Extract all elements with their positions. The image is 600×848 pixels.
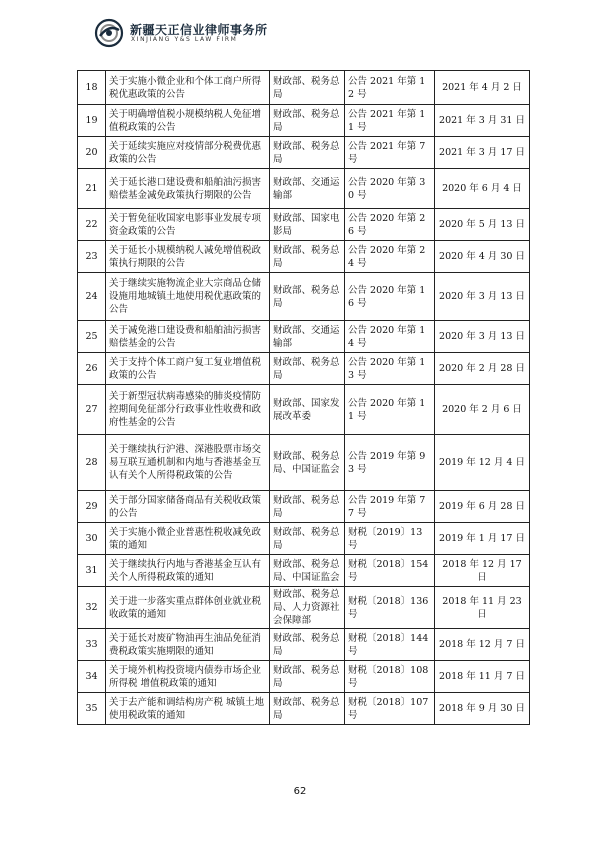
row-title: 关于延长对废矿物油再生油品免征消费税政策实施期限的通知 — [106, 629, 270, 661]
row-date: 2021 年 4 月 2 日 — [435, 71, 530, 105]
row-doc-number: 公告 2021 年第 11 号 — [345, 105, 435, 137]
table-row — [78, 629, 530, 661]
row-doc-number: 财税〔2018〕108 号 — [345, 661, 435, 693]
row-issuer: 财政部、税务总局 — [270, 629, 345, 661]
row-number: 31 — [78, 555, 106, 587]
row-title: 关于减免港口建设费和船舶油污损害赔偿基金的公告 — [106, 321, 270, 353]
row-title: 关于支持个体工商户复工复业增值税政策的公告 — [106, 353, 270, 385]
row-issuer: 财政部、税务总局、中国证监会 — [270, 435, 345, 491]
row-doc-number: 公告 2019 年第 93 号 — [345, 435, 435, 491]
row-doc-number: 公告 2021 年第 12 号 — [345, 71, 435, 105]
row-date: 2020 年 3 月 13 日 — [435, 321, 530, 353]
row-date: 2019 年 12 月 4 日 — [435, 435, 530, 491]
row-number: 27 — [78, 385, 106, 435]
row-title: 关于实施小微企业和个体工商户所得税优惠政策的公告 — [106, 71, 270, 105]
firm-name-cn: 新疆天正信业律师事务所 — [130, 23, 268, 37]
row-date: 2019 年 1 月 17 日 — [435, 523, 530, 555]
row-number: 30 — [78, 523, 106, 555]
row-doc-number: 财税〔2019〕13 号 — [345, 523, 435, 555]
row-issuer: 财政部、税务总局 — [270, 661, 345, 693]
row-title: 关于进一步落实重点群体创业就业税收政策的通知 — [106, 587, 270, 629]
table-row — [78, 209, 530, 241]
row-issuer: 财政部、税务总局 — [270, 491, 345, 523]
table-row — [78, 241, 530, 273]
row-number: 32 — [78, 587, 106, 629]
row-issuer: 财政部、税务总局 — [270, 353, 345, 385]
row-date: 2018 年 12 月 17 日 — [435, 555, 530, 587]
table-row — [78, 385, 530, 435]
row-doc-number: 公告 2020 年第 26 号 — [345, 209, 435, 241]
row-number: 34 — [78, 661, 106, 693]
row-date: 2020 年 2 月 28 日 — [435, 353, 530, 385]
row-title: 关于去产能和调结构房产税 城镇土地使用税政策的通知 — [106, 693, 270, 725]
row-title: 关于延续实施应对疫情部分税费优惠政策的公告 — [106, 137, 270, 169]
row-title: 关于继续执行内地与香港基金互认有关个人所得税政策的通知 — [106, 555, 270, 587]
row-title: 关于明确增值税小规模纳税人免征增值税政策的公告 — [106, 105, 270, 137]
page-number: 62 — [293, 786, 307, 797]
row-doc-number: 公告 2021 年第 7 号 — [345, 137, 435, 169]
row-date: 2020 年 5 月 13 日 — [435, 209, 530, 241]
row-date: 2020 年 6 月 4 日 — [435, 169, 530, 209]
row-doc-number: 财税〔2018〕154 号 — [345, 555, 435, 587]
row-number: 33 — [78, 629, 106, 661]
table-row — [78, 169, 530, 209]
table-row — [78, 71, 530, 105]
row-title: 关于延长港口建设费和船舶油污损害赔偿基金减免政策执行期限的公告 — [106, 169, 270, 209]
row-date: 2018 年 12 月 7 日 — [435, 629, 530, 661]
table-row — [78, 555, 530, 587]
row-number: 18 — [78, 71, 106, 105]
row-issuer: 财政部、交通运输部 — [270, 169, 345, 209]
row-date: 2018 年 11 月 7 日 — [435, 661, 530, 693]
page-header — [94, 18, 394, 50]
row-number: 20 — [78, 137, 106, 169]
row-issuer: 财政部、税务总局、人力资源社会保障部 — [270, 587, 345, 629]
row-number: 19 — [78, 105, 106, 137]
row-doc-number: 公告 2020 年第 30 号 — [345, 169, 435, 209]
row-doc-number: 公告 2020 年第 16 号 — [345, 273, 435, 321]
row-date: 2020 年 3 月 13 日 — [435, 273, 530, 321]
table-row — [78, 523, 530, 555]
row-title: 关于继续执行沪港、深港股票市场交易互联互通机制和内地与香港基金互认有关个人所得税政策的公告 — [106, 435, 270, 491]
row-number: 22 — [78, 209, 106, 241]
row-doc-number: 公告 2020 年第 13 号 — [345, 353, 435, 385]
row-issuer: 财政部、交通运输部 — [270, 321, 345, 353]
table-row — [78, 321, 530, 353]
row-issuer: 财政部、税务总局 — [270, 523, 345, 555]
policy-table — [77, 70, 530, 725]
row-title: 关于部分国家储备商品有关税收政策的公告 — [106, 491, 270, 523]
table-row — [78, 273, 530, 321]
row-title: 关于实施小微企业普惠性税收减免政策的通知 — [106, 523, 270, 555]
row-doc-number: 公告 2020 年第 11 号 — [345, 385, 435, 435]
row-number: 28 — [78, 435, 106, 491]
row-issuer: 财政部、国家电影局 — [270, 209, 345, 241]
row-issuer: 财政部、税务总局 — [270, 241, 345, 273]
row-doc-number: 公告 2020 年第 14 号 — [345, 321, 435, 353]
row-date: 2018 年 11 月 23 日 — [435, 587, 530, 629]
row-issuer: 财政部、税务总局 — [270, 105, 345, 137]
row-number: 26 — [78, 353, 106, 385]
row-title: 关于境外机构投资境内债券市场企业所得税 增值税政策的通知 — [106, 661, 270, 693]
row-title: 关于继续实施物流企业大宗商品仓储设施用地城镇土地使用税优惠政策的公告 — [106, 273, 270, 321]
row-date: 2018 年 9 月 30 日 — [435, 693, 530, 725]
table-row — [78, 353, 530, 385]
row-number: 29 — [78, 491, 106, 523]
row-issuer: 财政部、税务总局 — [270, 693, 345, 725]
row-number: 24 — [78, 273, 106, 321]
row-doc-number: 财税〔2018〕107 号 — [345, 693, 435, 725]
table-row — [78, 491, 530, 523]
row-title: 关于暂免征收国家电影事业发展专项资金政策的公告 — [106, 209, 270, 241]
row-date: 2020 年 2 月 6 日 — [435, 385, 530, 435]
row-doc-number: 公告 2020 年第 24 号 — [345, 241, 435, 273]
row-date: 2021 年 3 月 31 日 — [435, 105, 530, 137]
table-row — [78, 661, 530, 693]
policy-table-body — [78, 71, 530, 725]
row-title: 关于延长小规模纳税人减免增值税政策执行期限的公告 — [106, 241, 270, 273]
table-row — [78, 137, 530, 169]
table-row — [78, 435, 530, 491]
row-title: 关于新型冠状病毒感染的肺炎疫情防控期间免征部分行政事业性收费和政府性基金的公告 — [106, 385, 270, 435]
row-issuer: 财政部、税务总局、中国证监会 — [270, 555, 345, 587]
row-doc-number: 财税〔2018〕136 号 — [345, 587, 435, 629]
row-date: 2020 年 4 月 30 日 — [435, 241, 530, 273]
row-issuer: 财政部、税务总局 — [270, 137, 345, 169]
row-doc-number: 财税〔2018〕144 号 — [345, 629, 435, 661]
firm-name-en: XINJIANG Y&S LAW FIRM — [131, 36, 238, 43]
row-number: 21 — [78, 169, 106, 209]
row-issuer: 财政部、国家发展改革委 — [270, 385, 345, 435]
row-date: 2021 年 3 月 17 日 — [435, 137, 530, 169]
row-number: 35 — [78, 693, 106, 725]
row-number: 25 — [78, 321, 106, 353]
row-doc-number: 公告 2019 年第 77 号 — [345, 491, 435, 523]
table-row — [78, 587, 530, 629]
table-row — [78, 693, 530, 725]
row-issuer: 财政部、税务总局 — [270, 71, 345, 105]
row-issuer: 财政部、税务总局 — [270, 273, 345, 321]
row-date: 2019 年 6 月 28 日 — [435, 491, 530, 523]
firm-logo-icon — [94, 18, 124, 48]
row-number: 23 — [78, 241, 106, 273]
table-row — [78, 105, 530, 137]
